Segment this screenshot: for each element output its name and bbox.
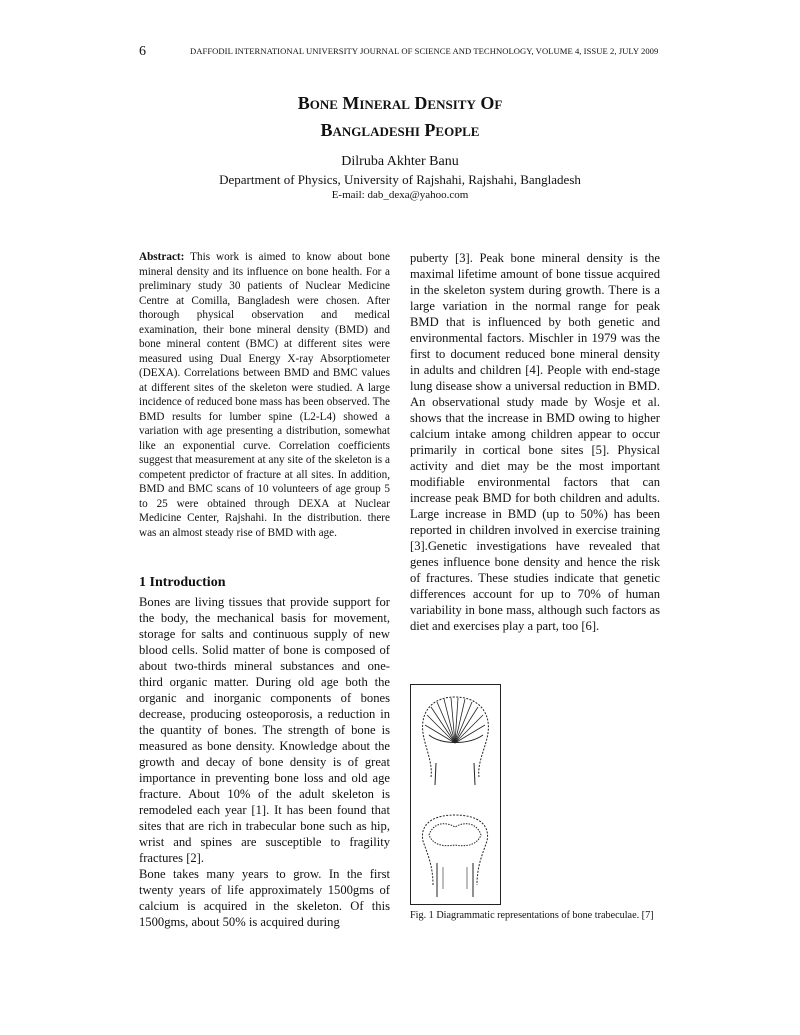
paper-title-line-2: Bangladeshi People <box>320 120 480 140</box>
figure-bone-trabeculae <box>410 684 501 905</box>
lower-bone-cavity <box>429 824 481 846</box>
bone-trabeculae-diagram <box>411 685 500 904</box>
abstract-text: This work is aimed to know about bone mineral density and its influence on bone health. For a preliminary study 30 patients of Nuclear Medicine Centre at Comilla, Bangladesh were chosen. After thorough physical observation and medical examination, their bone mineral density (BMD) and bone mineral content (BMC) at different sites were measured using Dual Energy X-ray Absorptiometer (DEXA). Correlations between BMD and BMC values at different sites of the skeleton were studied. A large incidence of reduced bone mass has been observed. The BMD results for lumber spine (L2-L4) showed a variation with age presenting a distribution, somewhat like an exponential curve. Correlation coefficients suggest that measurement at any site of the skeleton is a competent predictor of fracture at all sites. In addition, BMD and BMC scans of 10 volunteers of age group 5 to 25 were obtained through DEXA at Nuclear Medicine Center, Rajshahi. In the distribution. there was an almost steady rise of BMD with age. <box>139 251 390 539</box>
lower-bone-outline <box>422 815 487 885</box>
author-name: Dilruba Akhter Banu <box>341 154 459 169</box>
introduction-continuation <box>410 250 660 634</box>
upper-bone-shaft-left <box>435 763 436 785</box>
page-number: 6 <box>139 44 146 59</box>
journal-running-header: DAFFODIL INTERNATIONAL UNIVERSITY JOURNAL OF SCIENCE AND TECHNOLOGY, VOLUME 4, ISSUE 2, JULY 2009 <box>190 46 659 56</box>
paper-title-line-1: Bone Mineral Density Of <box>297 93 503 113</box>
upper-bone-shaft-right <box>474 763 475 785</box>
paper-title <box>0 90 800 144</box>
introduction-body <box>139 594 390 930</box>
abstract <box>139 250 390 540</box>
abstract-label: Abstract: <box>139 251 185 263</box>
introduction-continuation-paragraph: puberty [3]. Peak bone mineral density is the maximal lifetime amount of bone tissue acquired in the skeleton system during growth. There is a large variation in the normal range for peak BMD that is influenced by both genetic and environmental factors. Mischler in 1979 was the first to document reduced bone mineral density in adults and children [4]. People with end-stage lung disease show a universal reduction in BMD. An observational study made by Wosje et al. shows that the increase in BMD owing to higher calcium intake among children appear to occur primarily in cortical bone sites [5]. Physical activity and diet may be the most important modifiable environmental factors that can increase peak BMD for both children and adults. Large increase in BMD (up to 50%) has been reported in children involved in exercise training [3].Genetic investigations have revealed that genes influence bone density and hence the risk of fractures. These studies indicate that genetic differences account for up to 70% of human variability in bone mass, although such factors as diet and exercises play a part, too [6]. <box>410 251 660 633</box>
figure-caption: Fig. 1 Diagrammatic representations of bone trabeculae. [7] <box>410 910 654 921</box>
introduction-paragraph: Bones are living tissues that provide support for the body, the mechanical basis for movement, storage for salts and continuous supply of new blood cells. Solid matter of bone is composed of about two-thirds mineral substances and one-third organic matter. During old age both the organic and inorganic components of bones decrease, producing osteoporosis, a reduction in the quantity of bones. The strength of bone is measured as bone density. Knowledge about the growth and decay of bone density is of great importance in preventing bone loss and old age fracture. About 10% of the adult skeleton is remodeled each year [1]. It has been found that sites that are rich in trabecular bone such as hip, wrist and spines are susceptible to fragility fractures [2]. <box>139 595 390 865</box>
author-email: E-mail: dab_dexa@yahoo.com <box>331 189 469 201</box>
upper-trabeculae-rays <box>425 698 485 743</box>
author-affiliation: Department of Physics, University of Rajshahi, Rajshahi, Bangladesh <box>219 172 581 187</box>
introduction-paragraph: Bone takes many years to grow. In the first twenty years of life approximately 1500gms of calcium is acquired in the skeleton. Of this 1500gms, about 50% is acquired during <box>139 867 390 929</box>
section-heading-introduction: 1 Introduction <box>139 575 226 590</box>
